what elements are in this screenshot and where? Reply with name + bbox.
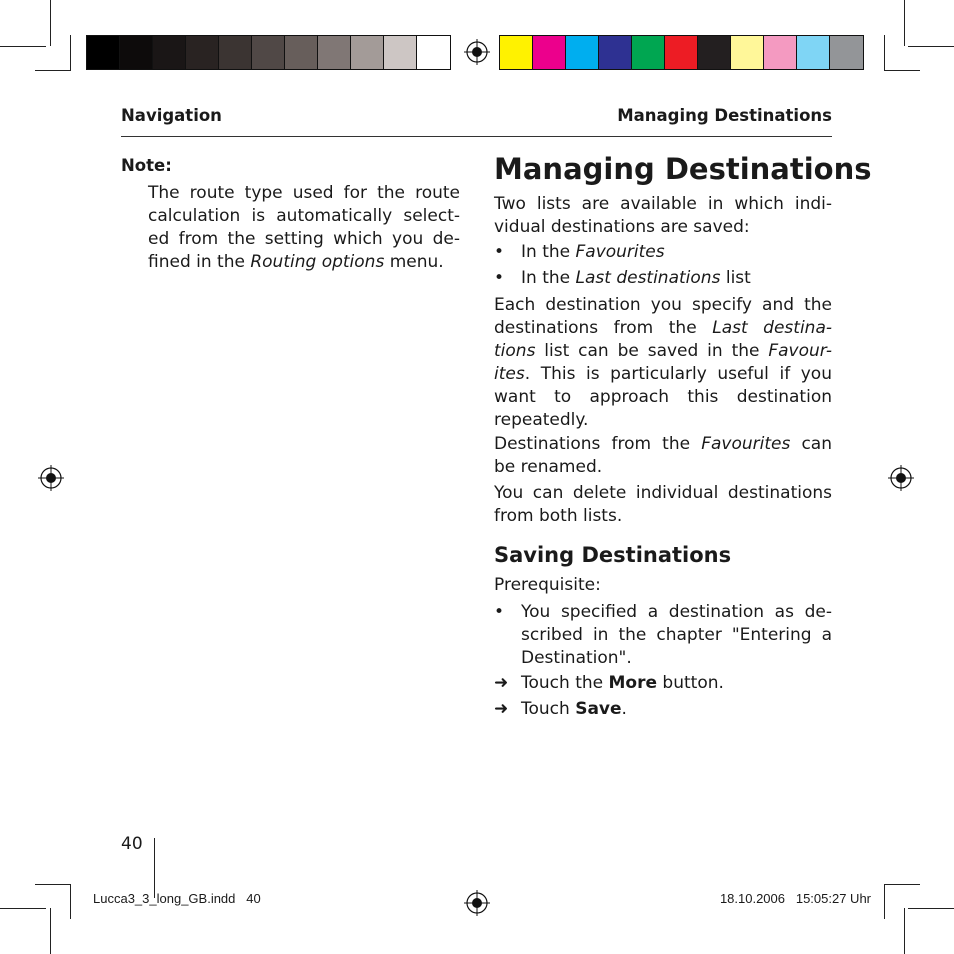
bullet-glyph: • [494,602,505,622]
color-swatch [731,36,764,69]
running-header-left: Navigation [121,106,222,125]
list-item: • In the Last destinations list [494,268,751,288]
color-swatch [797,36,830,69]
color-swatch [285,36,318,69]
crop-mark [35,70,71,71]
crop-mark [70,884,71,919]
crop-mark [50,0,51,46]
note-label: Note: [121,156,172,175]
crop-mark [884,70,920,71]
color-swatch [500,36,533,69]
step-item: ➜ Touch Save. [494,699,627,719]
crop-mark [884,884,920,885]
list-item: • In the Favourites [494,242,665,262]
crop-mark [50,908,51,954]
header-rule [121,136,832,137]
page-number-rule [154,838,155,898]
prerequisite-label: Prerequisite: [494,575,601,595]
bullet-glyph: • [494,268,505,288]
crop-mark [884,35,885,70]
crop-mark [884,884,885,919]
color-swatch [533,36,566,69]
color-swatch [351,36,384,69]
crop-mark [35,884,71,885]
process-colorbar [499,35,864,70]
running-header-right: Managing Destinations [617,106,832,125]
color-swatch [252,36,285,69]
bullet-glyph: • [494,242,505,262]
color-swatch [665,36,698,69]
registration-mark-icon [888,465,914,491]
body-paragraph: Each destination you specify and the destinations from the Last destina-tions list can be saved in the Favour-ites. This is particularly useful if you want to approach this destination repeatedly. [494,295,832,430]
arrow-right-icon: ➜ [494,673,509,693]
color-swatch [599,36,632,69]
page-number: 40 [121,834,143,854]
color-swatch [318,36,351,69]
registration-mark-icon [464,890,490,916]
color-swatch [120,36,153,69]
crop-mark [904,908,905,954]
emphasis-routing-options: Routing options [250,252,385,272]
color-swatch [153,36,186,69]
color-swatch [87,36,120,69]
step-item: ➜ Touch the More button. [494,673,724,693]
color-swatch [566,36,599,69]
registration-mark-icon [464,39,490,65]
list-item: • You specified a destination as de-scribed in the chapter "Entering a Destination". [494,602,832,668]
slug-filename: Lucca3_3_long_GB.indd 40 [93,891,261,906]
intro-paragraph: Two lists are available in which indi-vidual destinations are saved: [494,194,832,237]
crop-mark [0,908,46,909]
note-text: The route type used for the route calculation is automatically select-ed from the setting which you de-fined in the Routing options menu. [148,183,460,272]
color-swatch [384,36,417,69]
color-swatch [219,36,252,69]
crop-mark [904,0,905,46]
color-swatch [830,36,863,69]
page-title: Managing Destinations [494,152,872,186]
crop-mark [0,46,46,47]
arrow-right-icon: ➜ [494,699,509,719]
color-swatch [417,36,450,69]
color-swatch [632,36,665,69]
color-swatch [186,36,219,69]
color-swatch [764,36,797,69]
body-paragraph: Destinations from the Favourites can be renamed. [494,434,832,477]
color-swatch [698,36,731,69]
gray-ramp-colorbar [86,35,451,70]
crop-mark [908,46,954,47]
crop-mark [70,35,71,70]
body-paragraph: You can delete individual destinations from both lists. [494,483,832,526]
crop-mark [908,908,954,909]
slug-timestamp: 18.10.2006 15:05:27 Uhr [719,891,871,906]
registration-mark-icon [38,465,64,491]
section-heading: Saving Destinations [494,543,732,567]
